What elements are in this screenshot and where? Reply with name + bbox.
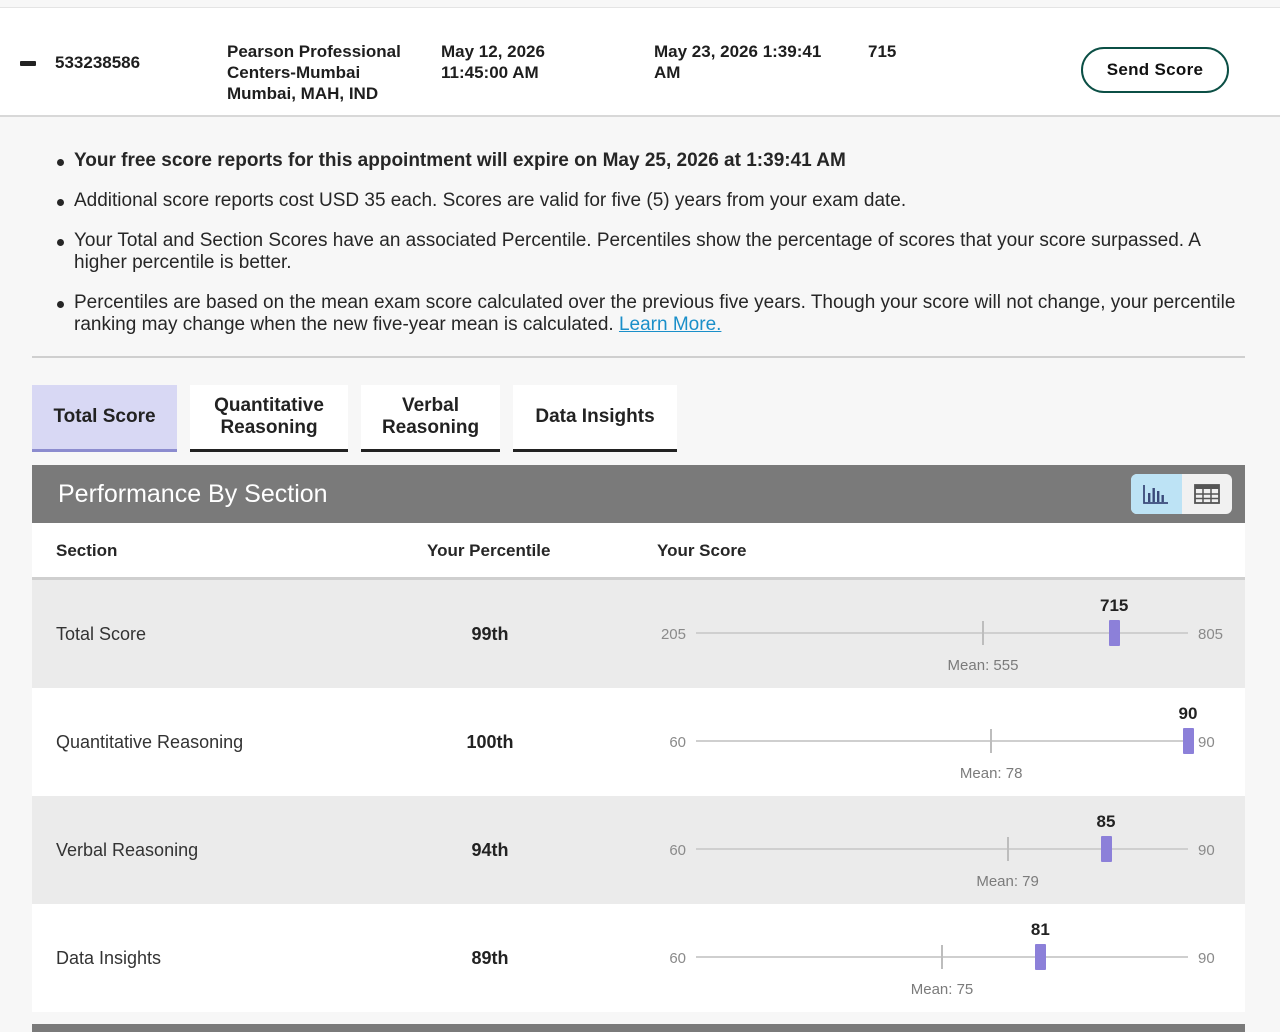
scale-max-label: 90 bbox=[1198, 950, 1215, 967]
column-percentile: Your Percentile bbox=[427, 541, 551, 560]
performance-title: Performance By Section bbox=[58, 480, 328, 508]
bottom-bar bbox=[32, 1024, 1245, 1032]
column-score: Your Score bbox=[657, 541, 747, 560]
table-row bbox=[32, 580, 1245, 688]
row-section-label: Verbal Reasoning bbox=[56, 840, 199, 860]
note-percentile: Your Total and Section Scores have an associated Percentile. Percentiles show the percentage of scores that your score surpassed. A higher percentile is better. bbox=[55, 230, 1245, 274]
row-percentile: 100th bbox=[466, 732, 514, 752]
divider bbox=[32, 356, 1245, 358]
table-row bbox=[32, 904, 1245, 1012]
test-center-line: Mumbai, MAH, IND bbox=[227, 84, 379, 103]
note-mean bbox=[55, 292, 1245, 336]
note-cost: Additional score reports cost USD 35 each. Scores are valid for five (5) years from your exam date. bbox=[55, 190, 1245, 212]
view-toggle bbox=[1131, 474, 1232, 514]
scale-min-label: 205 bbox=[660, 626, 686, 643]
score-marker bbox=[1109, 620, 1120, 646]
table-row bbox=[32, 796, 1245, 904]
scale-min-label: 60 bbox=[669, 842, 686, 859]
score-value-label: 81 bbox=[1030, 920, 1050, 939]
score-value-label: 715 bbox=[1100, 596, 1129, 615]
score-date-line: AM bbox=[654, 63, 681, 82]
row-section-label: Total Score bbox=[56, 624, 147, 644]
scale-min-label: 60 bbox=[669, 950, 686, 967]
score-value-label: 90 bbox=[1178, 704, 1198, 723]
mean-tick bbox=[982, 621, 984, 645]
collapse-icon[interactable] bbox=[20, 61, 36, 66]
row-percentile: 94th bbox=[471, 840, 509, 860]
tab-total-score[interactable]: Total Score bbox=[32, 385, 177, 452]
tab-verbal-reasoning[interactable]: Verbal Reasoning bbox=[361, 385, 500, 452]
learn-more-link[interactable]: Learn More. bbox=[618, 314, 722, 335]
row-percentile: 99th bbox=[471, 624, 509, 644]
mean-label: Mean: 78 bbox=[959, 765, 1023, 782]
row-percentile: 89th bbox=[471, 948, 509, 968]
scale-min-label: 60 bbox=[669, 734, 686, 751]
table-grid-icon[interactable] bbox=[1182, 474, 1233, 514]
test-center bbox=[227, 41, 427, 104]
exam-date-line: 11:45:00 AM bbox=[441, 63, 539, 82]
tab-data-insights[interactable]: Data Insights bbox=[513, 385, 677, 452]
exam-date bbox=[441, 41, 641, 83]
row-section-label: Data Insights bbox=[56, 948, 162, 968]
appointment-score: 715 bbox=[868, 42, 897, 61]
mean-tick bbox=[941, 945, 943, 969]
score-track bbox=[696, 848, 1188, 850]
score-track bbox=[696, 740, 1188, 742]
mean-label: Mean: 555 bbox=[947, 657, 1019, 674]
note-mean-text: Percentiles are based on the mean exam score calculated over the previous five years. Though your score will not change, your percentile ranking may change when the new five-year mean is calculated. bbox=[74, 292, 1236, 335]
note-expiry: Your free score reports for this appointment will expire on May 25, 2026 at 1:39:41 AM bbox=[55, 150, 1245, 172]
mean-tick bbox=[990, 729, 992, 753]
score-date-line: May 23, 2026 1:39:41 bbox=[654, 42, 822, 61]
top-strip bbox=[0, 0, 1280, 7]
test-center-line: Centers-Mumbai bbox=[227, 63, 361, 82]
scale-max-label: 805 bbox=[1198, 626, 1224, 643]
score-marker bbox=[1035, 944, 1046, 970]
test-center-line: Pearson Professional bbox=[227, 42, 401, 61]
row-section-label: Quantitative Reasoning bbox=[56, 732, 244, 752]
score-marker bbox=[1101, 836, 1112, 862]
score-marker bbox=[1183, 728, 1194, 754]
send-score-button[interactable]: Send Score bbox=[1081, 47, 1229, 93]
column-section: Section bbox=[56, 541, 118, 560]
scale-max-label: 90 bbox=[1198, 842, 1215, 859]
performance-header bbox=[32, 465, 1245, 523]
score-value-label: 85 bbox=[1096, 812, 1116, 831]
score-notes bbox=[55, 150, 1245, 354]
mean-tick bbox=[1007, 837, 1009, 861]
mean-label: Mean: 75 bbox=[910, 981, 974, 998]
score-date bbox=[654, 41, 854, 83]
appointment-row bbox=[0, 7, 1280, 117]
mean-label: Mean: 79 bbox=[976, 873, 1039, 890]
tab-quantitative-reasoning[interactable]: Quantitative Reasoning bbox=[190, 385, 348, 452]
table-header bbox=[32, 523, 1245, 580]
appointment-id: 533238586 bbox=[55, 53, 141, 72]
table-row bbox=[32, 688, 1245, 796]
scale-max-label: 90 bbox=[1198, 734, 1215, 751]
bar-chart-icon[interactable] bbox=[1131, 474, 1182, 514]
exam-date-line: May 12, 2026 bbox=[441, 42, 545, 61]
